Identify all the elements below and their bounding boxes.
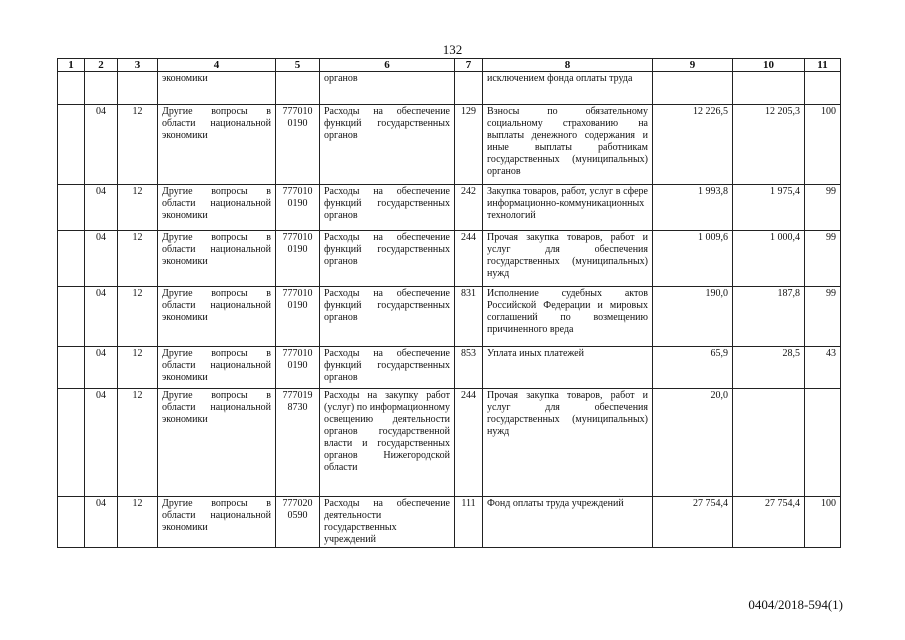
- cell-section: 04: [85, 389, 118, 497]
- column-header-5: 5: [276, 59, 320, 72]
- column-header-7: 7: [455, 59, 483, 72]
- cell-plan-amount: 190,0: [653, 287, 733, 347]
- cell-target-item: 777010 0190: [276, 347, 320, 389]
- cell-expense-type: [455, 72, 483, 105]
- cell-subsection: 12: [118, 185, 158, 231]
- column-header-1: 1: [58, 59, 85, 72]
- cell-expense-name: Исполнение судебных актов Российской Федерации и мировых соглашений по возмещению причиненного вреда: [483, 287, 653, 347]
- header-row: [58, 59, 841, 72]
- cell-plan-amount: 20,0: [653, 389, 733, 497]
- cell-actual-amount: 1 975,4: [733, 185, 805, 231]
- column-header-6: 6: [320, 59, 455, 72]
- cell-section-name: Другие вопросы в области национальной экономики: [158, 287, 276, 347]
- cell-col1: [58, 347, 85, 389]
- cell-target-item: 777010 0190: [276, 231, 320, 287]
- column-header-2: 2: [85, 59, 118, 72]
- cell-section: 04: [85, 497, 118, 548]
- cell-section-name: экономики: [158, 72, 276, 105]
- cell-section: [85, 72, 118, 105]
- cell-target-name: органов: [320, 72, 455, 105]
- table-row: [58, 105, 841, 185]
- cell-actual-amount: 28,5: [733, 347, 805, 389]
- cell-col1: [58, 231, 85, 287]
- cell-percent: 99: [805, 231, 841, 287]
- cell-target-name: Расходы на закупку работ (услуг) по информационному освещению деятельности органов государственной власти и государственных органов Нижегородской области: [320, 389, 455, 497]
- cell-plan-amount: 1 993,8: [653, 185, 733, 231]
- cell-target-item: 777020 0590: [276, 497, 320, 548]
- cell-expense-name: Закупка товаров, работ, услуг в сфере информационно-коммуникационных технологий: [483, 185, 653, 231]
- cell-subsection: 12: [118, 389, 158, 497]
- cell-actual-amount: 12 205,3: [733, 105, 805, 185]
- cell-subsection: 12: [118, 287, 158, 347]
- cell-expense-name: исключением фонда оплаты труда: [483, 72, 653, 105]
- cell-actual-amount: [733, 389, 805, 497]
- cell-plan-amount: 27 754,4: [653, 497, 733, 548]
- cell-expense-name: Прочая закупка товаров, работ и услуг для обеспечения государственных (муниципальных) нужд: [483, 231, 653, 287]
- cell-section-name: Другие вопросы в области национальной экономики: [158, 105, 276, 185]
- cell-expense-type: 831: [455, 287, 483, 347]
- cell-percent: 43: [805, 347, 841, 389]
- cell-subsection: 12: [118, 347, 158, 389]
- page-number: 132: [442, 42, 463, 57]
- cell-col1: [58, 185, 85, 231]
- cell-subsection: [118, 72, 158, 105]
- cell-target-name: Расходы на обеспечение функций государственных органов: [320, 287, 455, 347]
- cell-expense-type: 853: [455, 347, 483, 389]
- cell-target-name: Расходы на обеспечение функций государственных органов: [320, 231, 455, 287]
- cell-percent: [805, 72, 841, 105]
- cell-subsection: 12: [118, 497, 158, 548]
- table-row: [58, 497, 841, 548]
- cell-expense-name: Фонд оплаты труда учреждений: [483, 497, 653, 548]
- column-header-10: 10: [733, 59, 805, 72]
- cell-section-name: Другие вопросы в области национальной экономики: [158, 389, 276, 497]
- cell-target-item: 777010 0190: [276, 287, 320, 347]
- cell-target-item: 777019 8730: [276, 389, 320, 497]
- cell-target-name: Расходы на обеспечение функций государственных органов: [320, 185, 455, 231]
- column-header-9: 9: [653, 59, 733, 72]
- column-header-3: 3: [118, 59, 158, 72]
- cell-actual-amount: [733, 72, 805, 105]
- cell-plan-amount: 65,9: [653, 347, 733, 389]
- table-row: [58, 287, 841, 347]
- table-row: [58, 72, 841, 105]
- cell-col1: [58, 497, 85, 548]
- cell-percent: 100: [805, 497, 841, 548]
- table-row: [58, 185, 841, 231]
- budget-table: [57, 58, 841, 548]
- cell-subsection: 12: [118, 231, 158, 287]
- cell-target-item: 777010 0190: [276, 185, 320, 231]
- cell-col1: [58, 389, 85, 497]
- cell-percent: 100: [805, 105, 841, 185]
- cell-section-name: Другие вопросы в области национальной экономики: [158, 185, 276, 231]
- cell-target-name: Расходы на обеспечение функций государственных органов: [320, 105, 455, 185]
- cell-expense-type: 129: [455, 105, 483, 185]
- cell-section: 04: [85, 185, 118, 231]
- cell-col1: [58, 287, 85, 347]
- cell-expense-name: Взносы по обязательному социальному страхованию на выплаты денежного содержания и иные выплаты работникам государственных (муниципальных) органов: [483, 105, 653, 185]
- column-header-11: 11: [805, 59, 841, 72]
- cell-target-name: Расходы на обеспечение деятельности государственных учреждений: [320, 497, 455, 548]
- cell-col1: [58, 72, 85, 105]
- cell-section: 04: [85, 105, 118, 185]
- cell-section-name: Другие вопросы в области национальной экономики: [158, 347, 276, 389]
- cell-section: 04: [85, 347, 118, 389]
- cell-expense-type: 111: [455, 497, 483, 548]
- cell-target-item: 777010 0190: [276, 105, 320, 185]
- cell-col1: [58, 105, 85, 185]
- table-row: [58, 389, 841, 497]
- cell-percent: [805, 389, 841, 497]
- cell-expense-type: 244: [455, 231, 483, 287]
- document-code: 0404/2018-594(1): [748, 597, 843, 612]
- cell-actual-amount: 1 000,4: [733, 231, 805, 287]
- column-header-4: 4: [158, 59, 276, 72]
- cell-percent: 99: [805, 185, 841, 231]
- cell-expense-name: Прочая закупка товаров, работ и услуг для обеспечения государственных (муниципальных) нужд: [483, 389, 653, 497]
- cell-plan-amount: 1 009,6: [653, 231, 733, 287]
- cell-plan-amount: 12 226,5: [653, 105, 733, 185]
- table-row: [58, 231, 841, 287]
- cell-expense-type: 242: [455, 185, 483, 231]
- cell-target-name: Расходы на обеспечение функций государственных органов: [320, 347, 455, 389]
- cell-target-item: [276, 72, 320, 105]
- cell-section-name: Другие вопросы в области национальной экономики: [158, 231, 276, 287]
- cell-actual-amount: 187,8: [733, 287, 805, 347]
- cell-plan-amount: [653, 72, 733, 105]
- cell-subsection: 12: [118, 105, 158, 185]
- cell-section-name: Другие вопросы в области национальной экономики: [158, 497, 276, 548]
- cell-percent: 99: [805, 287, 841, 347]
- table-row: [58, 347, 841, 389]
- cell-section: 04: [85, 231, 118, 287]
- cell-actual-amount: 27 754,4: [733, 497, 805, 548]
- cell-section: 04: [85, 287, 118, 347]
- cell-expense-name: Уплата иных платежей: [483, 347, 653, 389]
- column-header-8: 8: [483, 59, 653, 72]
- cell-expense-type: 244: [455, 389, 483, 497]
